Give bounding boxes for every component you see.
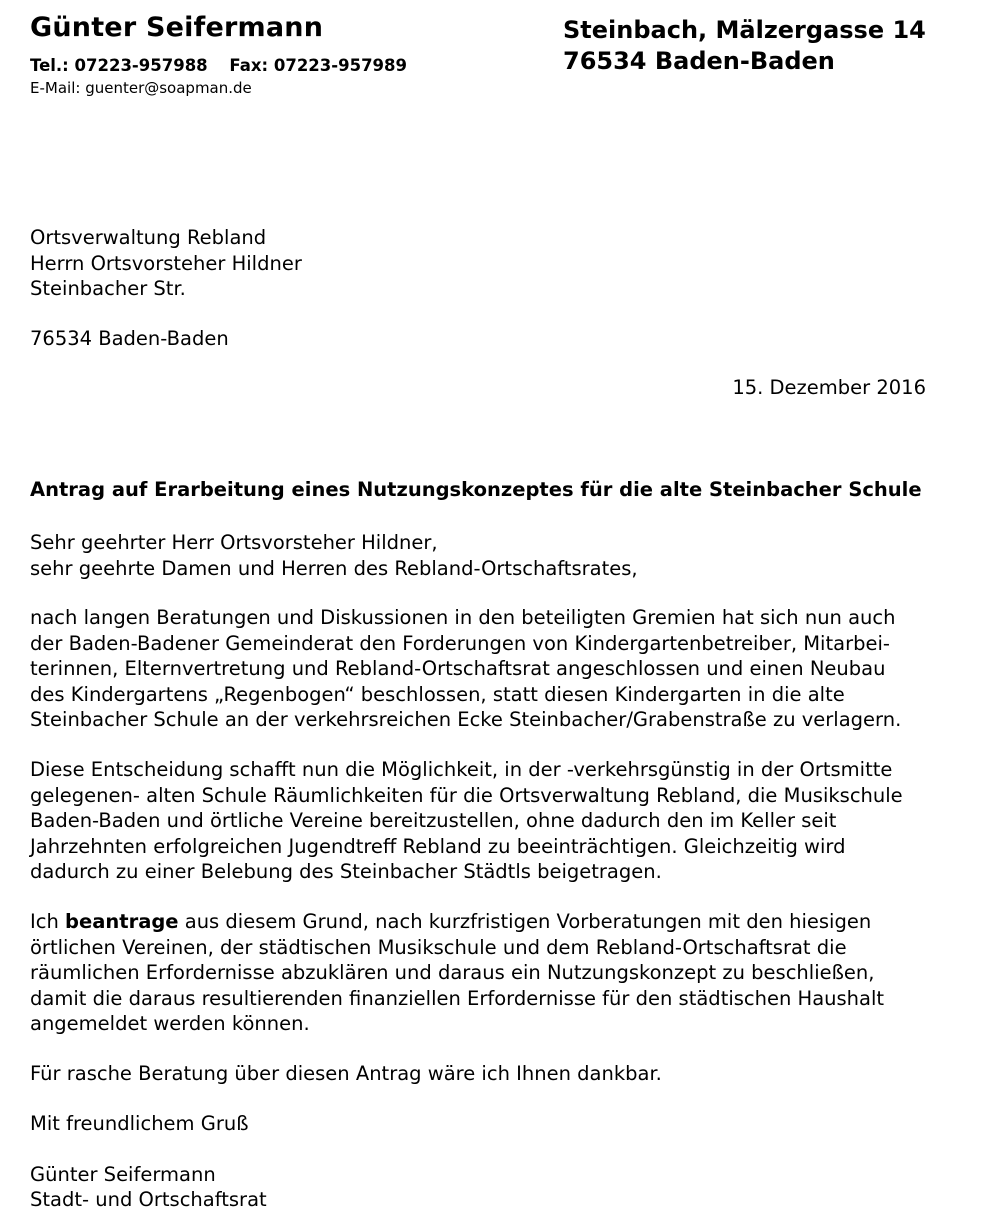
paragraph-3 <box>30 909 975 1037</box>
sender-city: 76534 Baden-Baden <box>563 47 835 75</box>
email-label: E-Mail: <box>30 79 81 97</box>
sender-street: Steinbach, Mälzergasse 14 <box>563 16 926 44</box>
paragraph-1-line: des Kindergartens „Regenbogen“ beschlossen, statt diesen Kindergarten in die alte <box>30 682 845 706</box>
paragraph-3-line: örtlichen Vereinen, der städtischen Musikschule und dem Rebland-Ortschaftsrat die <box>30 935 847 959</box>
recipient-line-3: Steinbacher Str. <box>30 277 186 300</box>
recipient-line-2: Herrn Ortsvorsteher Hildner <box>30 252 302 275</box>
paragraph-1-line: der Baden-Badener Gemeinderat den Forderungen von Kindergartenbetreiber, Mitarbei- <box>30 631 890 655</box>
paragraph-2-line: dadurch zu einer Belebung des Steinbacher Städtls beigetragen. <box>30 860 662 883</box>
salutation <box>30 530 975 581</box>
sender-email-line <box>30 79 252 97</box>
paragraph-1-line: nach langen Beratungen und Diskussionen in den beteiligten Gremien hat sich nun auch <box>30 606 896 629</box>
paragraph-3-line <box>30 909 975 935</box>
salutation-line-1: Sehr geehrter Herr Ortsvorsteher Hildner, <box>30 531 438 554</box>
sender-contact-line <box>30 56 407 75</box>
email-address: guenter@soapman.de <box>85 79 252 97</box>
letter-date: 15. Dezember 2016 <box>732 376 926 399</box>
tel-number: 07223-957988 <box>74 56 208 75</box>
letter-subject: Antrag auf Erarbeitung eines Nutzungskonzeptes für die alte Steinbacher Schule <box>30 478 922 501</box>
paragraph-3-line: damit die daraus resultierenden finanziellen Erfordernisse für den städtischen Haushalt <box>30 986 885 1010</box>
paragraph-3-line: angemeldet werden können. <box>30 1012 310 1035</box>
paragraph-3-bold-word: beantrage <box>65 910 179 933</box>
paragraph-1-line: Steinbacher Schule an der verkehrsreichen Ecke Steinbacher/Grabenstraße zu verlagern. <box>30 708 902 731</box>
signature-name: Günter Seifermann <box>30 1163 216 1186</box>
paragraph-2-line: Diese Entscheidung schafft nun die Möglichkeit, in der -verkehrsgünstig in der Ortsmitte <box>30 758 893 781</box>
paragraph-2-line: Baden-Baden und örtliche Vereine bereitzustellen, ohne dadurch den im Keller seit <box>30 809 837 832</box>
paragraph-1-line: terinnen, Elternvertretung und Rebland-Ortschaftsrat angeschlossen und einen Neubau <box>30 657 886 680</box>
recipient-line-1: Ortsverwaltung Rebland <box>30 226 267 249</box>
salutation-line-2: sehr geehrte Damen und Herren des Rebland-Ortschaftsrates, <box>30 556 638 580</box>
paragraph-3-prefix: Ich <box>30 910 66 933</box>
recipient-city: 76534 Baden-Baden <box>30 327 229 350</box>
paragraph-2 <box>30 757 975 885</box>
paragraph-2-line: Jahrzehnten erfolgreichen Jugendtreff Rebland zu beeinträchtigen. Gleichzeitig wird <box>30 834 846 858</box>
paragraph-2-line: gelegenen- alten Schule Räumlichkeiten für die Ortsverwaltung Rebland, die Musikschule <box>30 783 903 807</box>
fax-number: 07223-957989 <box>273 56 407 75</box>
paragraph-4: Für rasche Beratung über diesen Antrag wäre ich Ihnen dankbar. <box>30 1062 662 1085</box>
fax-label: Fax: <box>229 56 269 75</box>
closing: Mit freundlichem Gruß <box>30 1112 249 1135</box>
paragraph-1 <box>30 605 975 733</box>
tel-label: Tel.: <box>30 56 69 75</box>
signature-title: Stadt- und Ortschaftsrat <box>30 1188 267 1211</box>
sender-name: Günter Seifermann <box>30 12 324 43</box>
paragraph-3-line: räumlichen Erfordernisse abzuklären und daraus ein Nutzungskonzept zu beschließen, <box>30 961 875 984</box>
paragraph-3-rest: aus diesem Grund, nach kurzfristigen Vorberatungen mit den hiesigen <box>178 910 872 933</box>
